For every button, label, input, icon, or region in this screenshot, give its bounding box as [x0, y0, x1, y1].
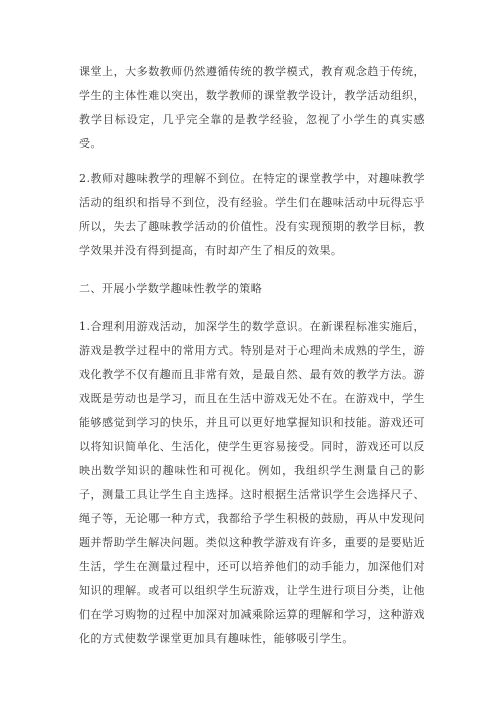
- paragraph-teaching-mode: 课堂上，大多数教师仍然遵循传统的教学模式，教育观念趋于传统，学生的主体性难以突出，数学教师的课堂教学设计，教学活动组织，教学目标设定，几乎完全靠的是教学经验，忽视了小学生的真实感受。: [79, 65, 425, 150]
- paragraph-fun-teaching-understanding: 2.教师对趣味教学的理解不到位。在特定的课堂教学中，对趣味教学活动的组织和指导不到位，没有经验。学生们在趣味活动中玩得忘乎所以，失去了趣味教学活动的价值性。没有实现预期的教学目标，教学效果并没有得到提高，有时却产生了相反的效果。: [79, 172, 425, 257]
- paragraph-game-activities: 1.合理利用游戏活动，加深学生的数学意识。在新课程标准实施后，游戏是教学过程中的常用方式。特别是对于心理尚未成熟的学生，游戏化教学不仅有趣而且非常有效，是最自然、最有效的教学方法。游戏既是劳动也是学习，而且在生活中游戏无处不在。在游戏中，学生能够感觉到学习的快乐，并且可以更好地掌握知识和技能。游戏还可以将知识简单化、生活化，使学生更容易接受。同时，游戏还可以反映出数学知识的趣味性和可视化。例如，我组织学生测量自己的影子，测量工具让学生自主选择。这时根据生活常识学生会选择尺子、绳子等，无论哪一种方式，我都给予学生积极的鼓励，再从中发现问题并帮助学生解决问题。类似这种教学游戏有许多，重要的是要贴近生活，学生在测量过程中，还可以培养他们的动手能力，加深他们对知识的理解。或者可以组织学生玩游戏，让学生进行项目分类，让他们在学习购物的过程中加深对加减乘除运算的理解和学习，这种游戏化的方式使数学课堂更加具有趣味性，能够吸引学生。: [79, 320, 425, 645]
- document-page: [79, 60, 425, 667]
- section-heading: 二、开展小学数学趣味性教学的策略: [79, 282, 263, 295]
